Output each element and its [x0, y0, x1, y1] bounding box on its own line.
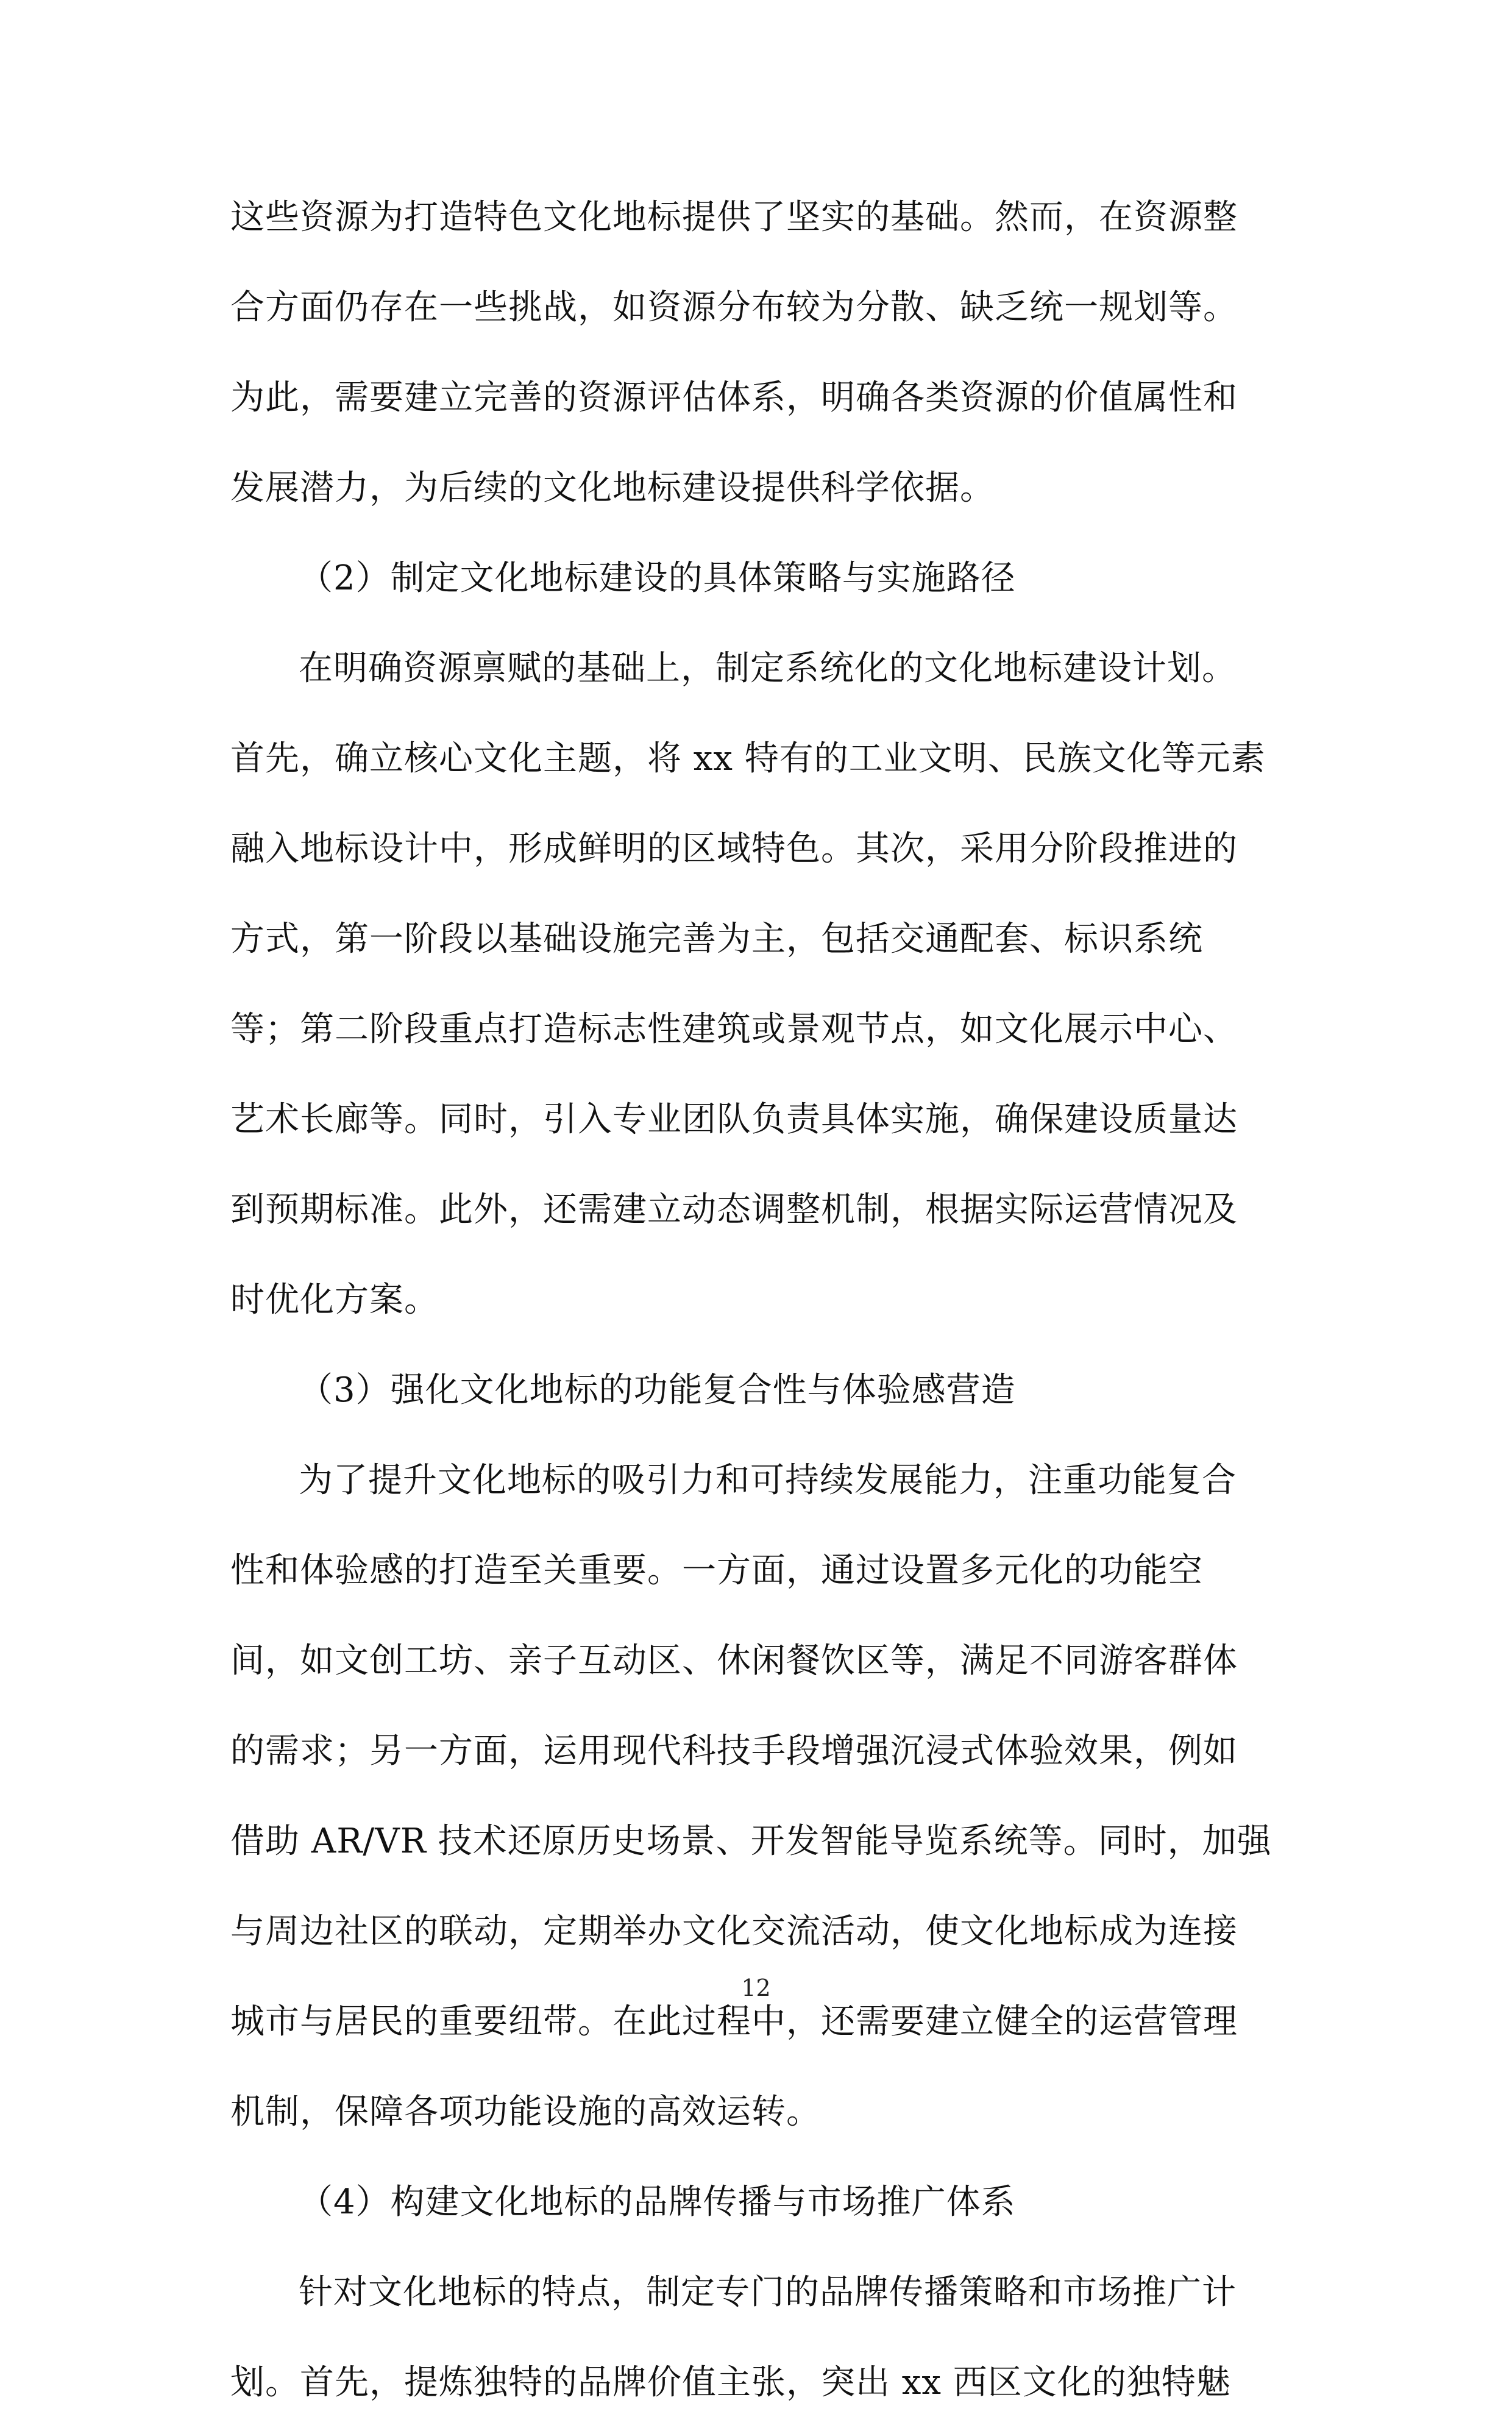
text-line: 间，如文创工坊、亲子互动区、休闲餐饮区等，满足不同游客群体 — [230, 1641, 1238, 1681]
text-line: 与周边社区的联动，定期举办文化交流活动，使文化地标成为连接 — [230, 1912, 1238, 1951]
paragraph-first-line: 为了提升文化地标的吸引力和可持续发展能力，注重功能复合 — [299, 1461, 1237, 1500]
text-line: 合方面仍存在一些挑战，如资源分布较为分散、缺乏统一规划等。 — [230, 288, 1238, 327]
text-line: 借助 AR/VR 技术还原历史场景、开发智能导览系统等。同时，加强 — [230, 1821, 1272, 1861]
page-number: 12 — [741, 1974, 771, 2001]
text-line: 城市与居民的重要纽带。在此过程中，还需要建立健全的运营管理 — [230, 2002, 1238, 2042]
section-heading-3: （3）强化文化地标的功能复合性与体验感营造 — [299, 1370, 1016, 1410]
text-line: 时优化方案。 — [230, 1280, 439, 1320]
section-heading-4: （4）构建文化地标的品牌传播与市场推广体系 — [299, 2182, 1016, 2222]
text-line: 到预期标准。此外，还需建立动态调整机制，根据实际运营情况及 — [230, 1190, 1238, 1230]
body-text — [230, 173, 1294, 2428]
text-line: 机制，保障各项功能设施的高效运转。 — [230, 2092, 821, 2132]
text-line: 等；第二阶段重点打造标志性建筑或景观节点，如文化展示中心、 — [230, 1009, 1238, 1049]
text-line: 方式，第一阶段以基础设施完善为主，包括交通配套、标识系统 — [230, 919, 1203, 959]
text-line: 这些资源为打造特色文化地标提供了坚实的基础。然而，在资源整 — [230, 198, 1238, 237]
text-line: 的需求；另一方面，运用现代科技手段增强沉浸式体验效果，例如 — [230, 1731, 1238, 1771]
text-line: 艺术长廊等。同时，引入专业团队负责具体实施，确保建设质量达 — [230, 1100, 1238, 1139]
paragraph-first-line: 在明确资源禀赋的基础上，制定系统化的文化地标建设计划。 — [299, 649, 1237, 688]
text-line: 发展潜力，为后续的文化地标建设提供科学依据。 — [230, 468, 995, 508]
text-line: 为此，需要建立完善的资源评估体系，明确各类资源的价值属性和 — [230, 378, 1238, 418]
paragraph-first-line: 针对文化地标的特点，制定专门的品牌传播策略和市场推广计 — [299, 2273, 1237, 2312]
text-line: 融入地标设计中，形成鲜明的区域特色。其次，采用分阶段推进的 — [230, 829, 1238, 869]
section-heading-2: （2）制定文化地标建设的具体策略与实施路径 — [299, 558, 1016, 598]
text-line: 性和体验感的打造至关重要。一方面，通过设置多元化的功能空 — [230, 1551, 1203, 1590]
text-line: 划。首先，提炼独特的品牌价值主张，突出 xx 西区文化的独特魅 — [230, 2363, 1231, 2402]
text-line: 首先，确立核心文化主题，将 xx 特有的工业文明、民族文化等元素 — [230, 739, 1266, 778]
